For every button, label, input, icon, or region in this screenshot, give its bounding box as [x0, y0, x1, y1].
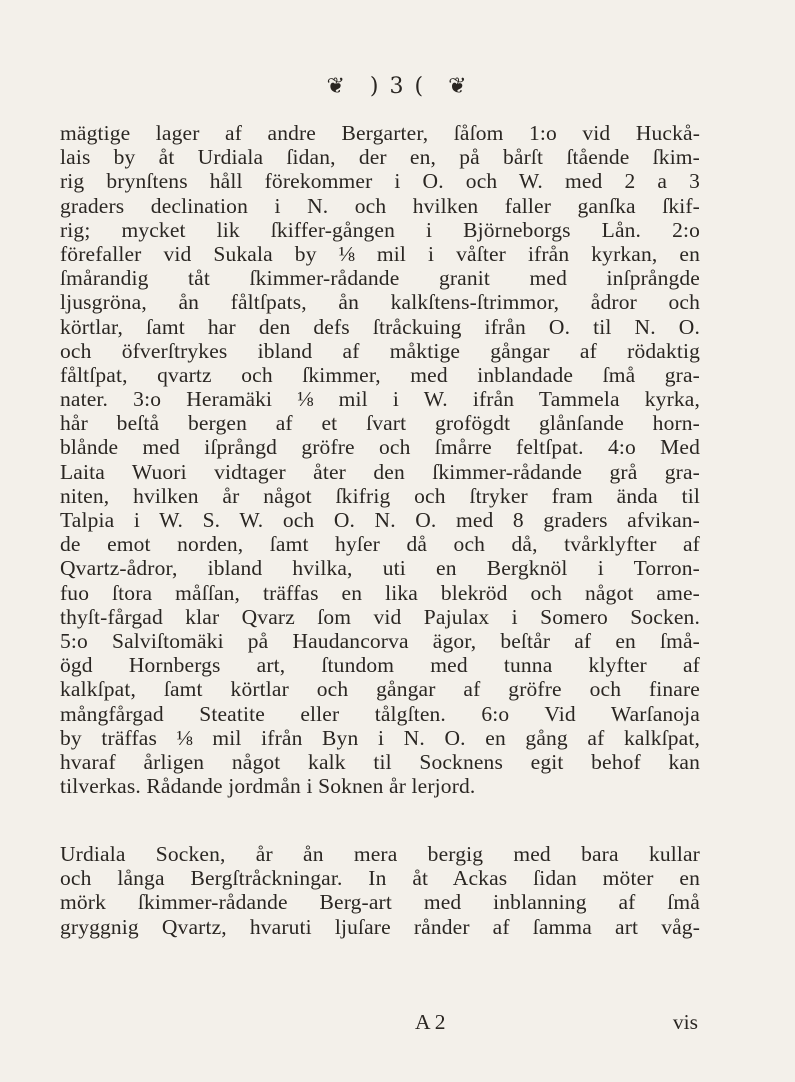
text-line: Qvartz-ådror, ibland hvilka, uti en Bergknöl i Torron- [60, 556, 700, 581]
paragraph-urdiala [60, 842, 700, 939]
text-line: ljusgröna, ån fåltſpats, ån kalkſtens-ſtrimmor, ådror och [60, 290, 700, 315]
text-line: thyſt-fårgad klar Qvarz ſom vid Pajulax i Somero Socken. [60, 604, 700, 629]
text-line: 5:o Salviſtomäki på Haudancorva ägor, beſtår af en ſmå- [60, 628, 700, 653]
text-line: Laita Wuori vidtager åter den ſkimmer-rådande grå gra- [60, 459, 700, 484]
text-line: fuo ſtora måſſan, träffas en lika blekröd och något ame- [60, 580, 700, 605]
catchword: vis [672, 1010, 698, 1034]
text-line: rig; mycket lik ſkiffer-gången i Björneborgs Lån. 2:o [60, 217, 700, 242]
page-header [0, 74, 795, 99]
paragraph-mineralogy [60, 121, 700, 798]
text-line: nater. 3:o Heramäki ⅛ mil i W. ifrån Tammela kyrka, [60, 387, 700, 412]
text-line: de emot norden, ſamt hyſer då och då, tvårklyfter af [60, 532, 700, 557]
text-line: graders declination i N. och hvilken faller ganſka ſkif- [60, 193, 700, 218]
signature-mark: A 2 [415, 1010, 446, 1034]
text-line: niten, hvilken år något ſkifrig och ſtryker fram ända til [60, 483, 700, 508]
text-line: Talpia i W. S. W. och O. N. O. med 8 graders afvikan- [60, 508, 700, 532]
ornament-right-icon: ❦ [448, 74, 469, 99]
text-line: ögd Hornbergs art, ſtundom med tunna klyfter af [60, 653, 700, 678]
text-line: Urdiala Socken, år ån mera bergig med bara kullar [60, 842, 700, 866]
text-line: gryggnig Qvartz, hvaruti ljuſare rånder af ſamma art våg- [60, 914, 700, 939]
page-footer [60, 1010, 700, 1036]
text-line: ſmårandig tåt ſkimmer-rådande granit med inſprångde [60, 266, 700, 291]
text-line: fåltſpat, qvartz och ſkimmer, med inblandade ſmå gra- [60, 362, 700, 387]
text-line: och öfverſtrykes ibland af måktige gångar af rödaktig [60, 338, 700, 363]
ornament-left-icon: ❦ [326, 74, 347, 99]
text-line: och långa Bergſtråckningar. In åt Ackas ſidan möter en [60, 866, 700, 891]
text-line: hvaraf årligen något kalk til Socknens egit behof kan [60, 749, 700, 774]
text-line: kalkſpat, ſamt körtlar och gångar af gröfre och finare [60, 677, 700, 702]
text-line: mörk ſkimmer-rådande Berg-art med inblanning af ſmå [60, 890, 700, 915]
text-line: hår beſtå bergen af et ſvart grofögdt glånſande horn- [60, 411, 700, 436]
text-line: förefaller vid Sukala by ⅛ mil i våſter ifrån kyrkan, en [60, 241, 700, 266]
text-line: blånde med iſprångd gröfre och ſmårre feltſpat. 4:o Med [60, 435, 700, 460]
page-number: ) 3 ( [369, 74, 426, 99]
text-line: lais by åt Urdiala ſidan, der en, på bårſt ſtående ſkim- [60, 145, 700, 170]
text-line: rig brynſtens håll förekommer i O. och W. med 2 a 3 [60, 169, 700, 194]
text-line: mägtige lager af andre Bergarter, ſåſom 1:o vid Huckå- [60, 121, 700, 145]
text-line: mångfårgad Steatite eller tålgſten. 6:o Vid Warſanoja [60, 701, 700, 726]
text-line: by träffas ⅛ mil ifrån Byn i N. O. en gång af kalkſpat, [60, 725, 700, 750]
text-line: körtlar, ſamt har den defs ſtråckuing ifrån O. til N. O. [60, 314, 700, 339]
text-line: tilverkas. Rådande jordmån i Soknen år lerjord. [60, 774, 476, 799]
